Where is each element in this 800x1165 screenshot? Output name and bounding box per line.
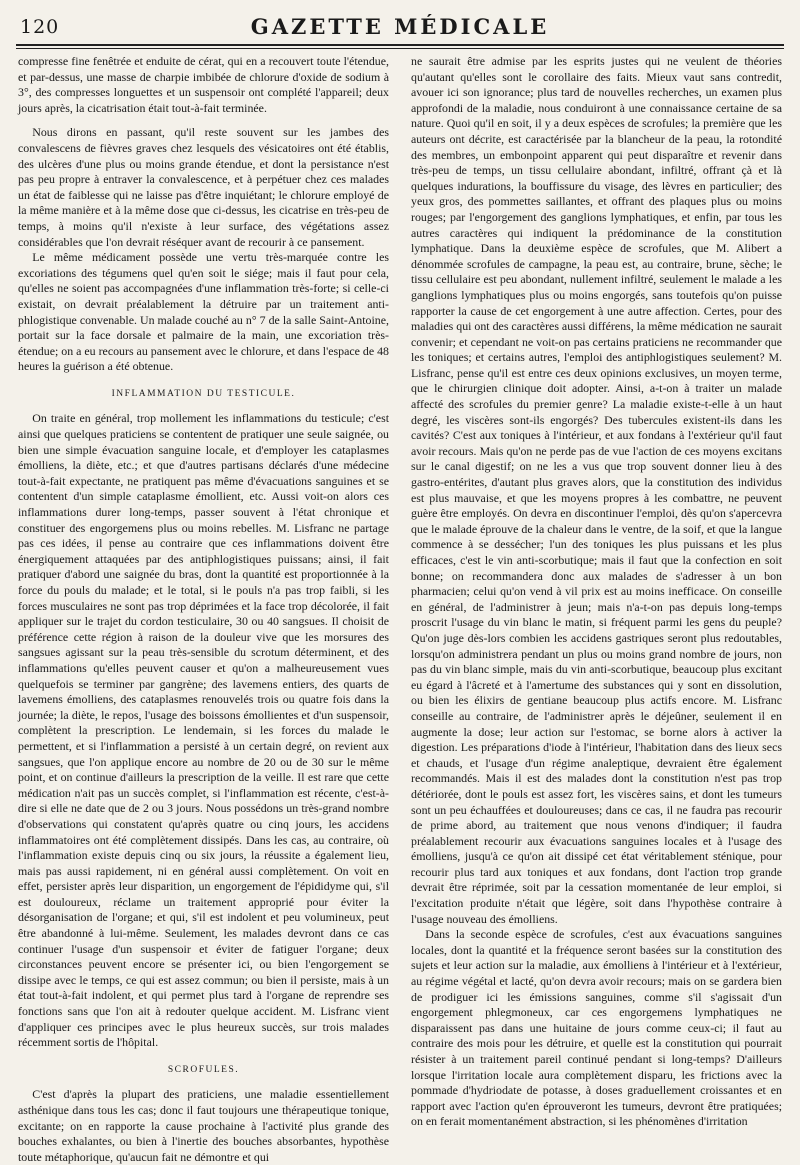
page-number: 120 [20, 16, 60, 38]
paragraph: compresse fine fenêtrée et enduite de cérat, qui en a recouvert toute l'étendue, et par-dessus, une masse de charpie imbibée de chlorure d'oxide de sodium à 3°, des compresses longuettes et un suspensoir ont complété l'appareil; deux jours après, la cicatrisation était tout-à-fait terminée. [18, 54, 389, 115]
body-columns [18, 54, 782, 1164]
paragraph: On traite en général, trop mollement les inflammations du testicule; c'est ainsi que quelques praticiens se contentent de pratiquer une seule saignée, ou bien une simple évacuation sanguine locale, et d'employer les cataplasmes émolliens, la diète, etc.; et que d'autres partisans déclarés d'une médecine tout-à-fait expectante, ne pratiquent pas même d'évacuations sanguines et se contentent d'un simple cataplasme émollient, etc. Aussi voit-on alors ces inflammations durer long-temps, passer souvent à l'état chronique et constituer des engorgemens plus ou moins rebelles. M. Lisfranc ne partage pas ces idées, il pense au contraire que ces inflammations doivent être énergiquement attaquées par des antiphlogistiques puissans; ainsi, il fait pratiquer d'abord une saignée du bras, dont la quantité est proportionnée à la force du pouls du malade; et le total, si le pouls n'a pas trop faibli, si les forces musculaires ne sont pas trop déprimées et la face trop décolorée, il fait appliquer sur le trajet du cordon testiculaire, 30 ou 40 sangsues. Il choisit de préférence cette région à raison de la douleur vive que les morsures des sangsues agissant sur la peau très-sensible du scrotum déterminent, et des inflammations qu'elles peuvent causer et qu'on a malheureusement vues quelquefois se terminer par gangrène; des lavemens entiers, des quarts de lavemens émolliens, des cataplasmes renouvelés trois ou quatre fois dans la journée; la diète, le repos, l'usage des boissons émollientes et d'un suspensoir, complètent la prescription. Le lendemain, si les forces du malade le permettent, et si l'inflammation a persisté à un certain degré, on revient aux sangsues, que l'on applique encore au nombre de 20 ou de 30 sur le même point, et on continue d'ailleurs la prescription de la veille. Il est rare que cette médication n'ait pas un succès complet, si l'inflammation est récente, c'est-à-dire si elle ne date que de 2 ou 3 jours. Nous possédons un très-grand nombre d'observations qui constatent qu'après quatre ou cinq jours, les accidens inflammatoires ont été complètement dissipés. Dans les cas, au contraire, où l'inflammation existe depuis cinq ou six jours, la réussite a également lieu, mais pas aussi rapidement, ni en général aussi complètement. On voit en effet, persister après leur disparition, un engorgement de l'épididyme qui, s'il est douloureux, réclame un traitement approprié pour éviter la désorganisation de l'organe; et qui, s'il est indolent et peu volumineux, peut être abandonné à lui-même. Seulement, les malades devront dans ce cas continuer l'usage d'un suspensoir et éviter de fatiguer l'organe; deux circonstances peuvent encore se présenter ici, ou bien l'engorgement se dissipe avec le temps, ce qui est assez commun; ou bien il persiste, mais à un état tout-à-fait indolent, et qui permet plus tard à l'organe de reprendre ses fonctions sans que l'on ait à redouter quelque accident. M. Lisfranc vient d'appliquer ces principes avec le plus heureux succès, sur trois malades récemment sortis de l'hôpital. [18, 411, 389, 1050]
right-column [411, 54, 782, 1129]
section-heading-testicule: INFLAMMATION DU TESTICULE. [111, 388, 296, 399]
journal-title: GAZETTE MÉDICALE [250, 14, 550, 39]
paragraph: Nous dirons en passant, qu'il reste souvent sur les jambes des convalescens de fièvres graves chez lesquels des vésicatoires ont été établis, des ulcères d'une plus ou moins grande étendue, et dont la persistance n'est pas peu propre à entraver la convalescence, et à perpétuer chez ces malades un état de faiblesse qui ne laisse pas d'être inquiétant; le chlorure employé de la même manière et à la même dose que ci-dessus, les cicatrise en très-peu de temps, à moins qu'il n'existe à leur surface, des végétations assez considérables que l'on devrait réséquer avant de recourir à ce pansement. [18, 125, 389, 249]
paragraph: C'est d'après la plupart des praticiens, une maladie essentiellement asthénique dans tous les cas; donc il faut toujours une thérapeutique tonique, excitante; on en rapporte la cause prochaine à l'activité plus grande des bouches exhalantes, ou bien à l'inertie des bouches absorbantes, hypothèse toute métaphorique, qu'aucun fait ne démontre et qui [18, 1087, 389, 1164]
section-heading-scrofules: SCROFULES. [167, 1064, 240, 1075]
paragraph: Dans la seconde espèce de scrofules, c'est aux évacuations sanguines locales, dont la quantité et la fréquence seront basées sur la constitution des sujets et leur action sur la maladie, aux émolliens à l'intérieur et à l'extérieur, au régime végétal et lacté, qu'on devra avoir recours; mais on se gardera bien de prodiguer ici les émissions sanguines, comme s'il s'agissait d'un engorgement phlegmoneux, car ces engorgemens lymphatiques ne disparaissent pas dans une huitaine de jours comme ceux-ci; il faut au contraire des mois pour les détruire, et quelle est la constitution qui pourrait résister à un traitement pareil continué pendant si long-temps? D'ailleurs lorsque l'irritation locale aura complètement disparu, les frictions avec la pommade d'hydriodate de potasse, à doses graduellement croissantes et en rapport avec l'action qu'en éprouveront les tumeurs, devront être pratiquées; on en ferait momentanément abstraction, si les phénomènes d'irritation [411, 927, 782, 1129]
header-rule [16, 44, 784, 49]
paragraph: ne saurait être admise par les esprits justes qui ne veulent de théories qu'autant qu'elles sont le corollaire des faits. Mieux vaut sans contredit, avouer ici son ignorance; plus tard de nouvelles recherches, un examen plus approfondi de la maladie, nous conduiront à une connaissance certaine de sa nature. Quoi qu'il en soit, il y a deux espèces de scrofules; la première que les auteurs ont décrite, est caractérisée par la blancheur de la peau, la rotondité des membres, un embonpoint apparent qui peut disparaître et revenir dans très-peu de temps, un tissu cellulaire abondant, infiltré, offrant çà et là quelques indurations, la bouffissure du visage, des lèvres en particulier; des yeux gros, des pommettes saillantes, et offrant des plaques plus ou moins rouges; par l'engorgement des ganglions lymphatiques, et enfin, par tous les autres caractères qui indiquent la prédominance de la constitution lymphatique. Dans la deuxième espèce de scrofules, que M. Alibert a dénommée scrofules de campagne, la peau est, au contraire, brune, sèche; le tissu cellulaire est peu abondant, nullement infiltré, seulement le malade a les ganglions lymphatiques plus ou moins engorgés, sans toutefois qu'on puisse rapporter la cause de cet engorgement à une autre affection. Certes, pour des maladies qui ont des caractères aussi différens, la même médication ne saurait convenir; et cependant ne voit-on pas certains praticiens ne recommander que les toniques; et certains autres, l'emploi des antiphlogistiques seulement? M. Lisfranc, pense qu'il est entre ces deux opinions exclusives, un moyen terme, que le chirurgien clinique doit adopter. Ainsi, a-t-on à traiter un malade affecté des scrofules du premier genre? La maladie existe-t-elle à un haut degré, les viscères sont-ils engorgés? Des tubercules existent-ils dans les cavités? C'est aux toniques à l'intérieur, et aux fondans à l'extérieur qu'il faut avoir recours. Mais qu'on ne perde pas de vue l'action de ces moyens excitans sur le canal digestif; on ne les a vus que trop souvent donner lieu à des gastro-entérites, d'autant plus graves alors, que la constitution des individus est plus mauvaise, et que les moyens propres à les combattre, ne peuvent guère être employés. On devra en discontinuer l'emploi, dès qu'on s'apercevra que le malade éprouve de la chaleur dans le ventre, de la soif, et que la langue commence à se dessécher; l'un des toniques les plus puissans et les plus efficaces, c'est le vin anti-scorbutique; mais il faut que la confection en soit bonne; on recommandera donc aux malades de s'adresser à un bon pharmacien; celui qu'on vend à vil prix est au moins inefficace. On conseille en général, de l'administrer à jeun; mais n'a-t-on pas depuis long-temps proscrit l'usage du vin blanc le matin, si fréquent parmi les gens du peuple? Qu'on juge dès-lors combien les accidens gastriques seront plus redoutables, lorsqu'on administrera pendant un plus ou moins grand nombre de jours, non pas du vin blanc simple, mais du vin anti-scorbutique, beaucoup plus excitant eu égard à l'âcreté et à l'amertume des substances qui y sont en dissolution, ou bien les élixirs de gentiane beaucoup plus actifs encore. M. Lisfranc conseille au contraire, de l'administrer après le déjeûner, seulement il en augmente la dose; leur action sur l'estomac, se borne alors à activer la digestion. Les préparations d'iode à l'intérieur, l'habitation dans des lieux secs et chauds, et l'usage d'un régime analeptique, devraient être également recommandés. Mais il est des malades dont la constitution n'est pas trop détériorée, dont le pouls est assez fort, les viscères sains, et dont les tumeurs sont un peu échauffées et douloureuses; dans ce cas, il ne faudra pas recourir de prime abord, au traitement que nous venons d'indiquer; il faudra préalablement recourir aux évacuations sanguines locales et à l'usage des émolliens, jusqu'à ce qu'on ait dissipé cet état véritablement sténique, pour recourir plus tard aux toniques et aux fondans, dont l'action trop grande devrait être réprimée, soit par la cessation momentanée de leur emploi, si l'excitation produite n'était que légère, soit dans l'hypothèse contraire à l'usage nouveau des émolliens. [411, 54, 782, 926]
left-column [18, 54, 389, 1164]
paragraph: Le même médicament possède une vertu très-marquée contre les excoriations des tégumens quel qu'en soit le siége; mais il faut pour cela, qu'elles ne soient pas accompagnées d'une inflammation très-forte; si celle-ci existait, on devrait préalablement la détruire par un traitement anti-phlogistique convenable. Un malade couché au n° 7 de la salle Saint-Antoine, portait sur la face dorsale et palmaire de la main, une excoriation très-étendue; on a eu recours au pansement avec le chlorure, et dans l'espace de 48 heures la guérison a été obtenue. [18, 250, 389, 374]
page-header [16, 10, 784, 44]
